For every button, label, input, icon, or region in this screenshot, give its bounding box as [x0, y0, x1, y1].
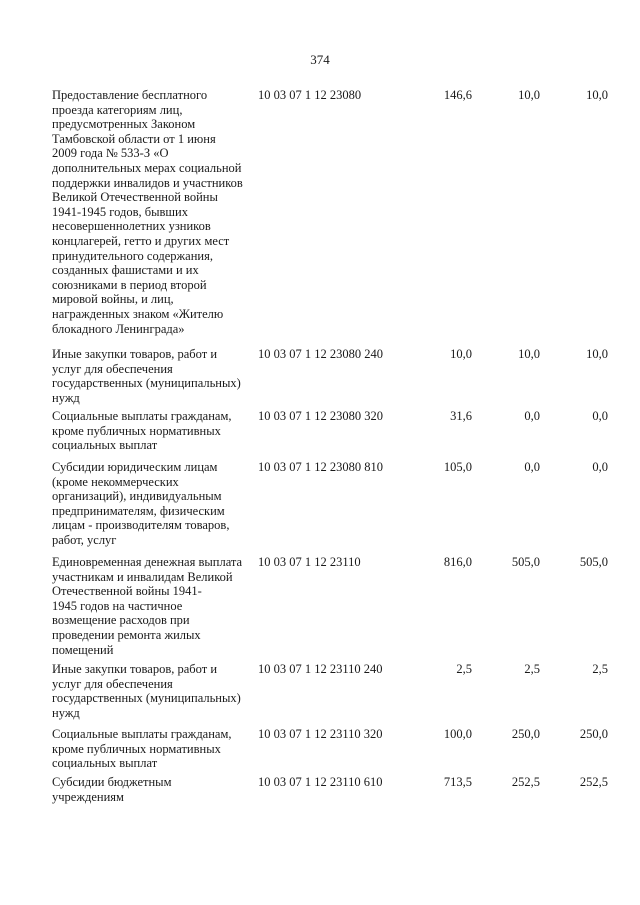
row-value-1: 2,5	[456, 662, 472, 676]
row-value-2: 2,5	[524, 662, 540, 676]
row-value-3: 10,0	[586, 88, 608, 102]
row-value-1: 816,0	[443, 555, 472, 569]
row-description: Субсидии юридическим лицам (кроме некоммерческих организаций), индивидуальным предпринимателям, физическим лицам - производителям товаров, работ, услуг	[52, 460, 230, 547]
row-description: Социальные выплаты гражданам, кроме публичных нормативных социальных выплат	[52, 727, 232, 771]
row-code: 10 03 07 1 12 23110 610	[258, 775, 383, 789]
row-value-2: 250,0	[511, 727, 540, 741]
row-description: Социальные выплаты гражданам, кроме публичных нормативных социальных выплат	[52, 409, 232, 453]
row-description: Субсидии бюджетным учреждениям	[52, 775, 172, 804]
page-number: 374	[310, 52, 330, 67]
row-value-3: 0,0	[592, 460, 608, 474]
row-value-1: 146,6	[443, 88, 472, 102]
row-description: Предоставление бесплатного проезда категориям лиц, предусмотренных Законом Тамбовской области от 1 июня 2009 года № 533-З «О дополнительных мерах социальной поддержки инвалидов и участников Великой Отечественной войны 1941-1945 годов, бывших несовершеннолетних узников концлагерей, гетто и других мест принудительного содержания, созданных фашистами и их союзниками в период второй мировой войны, и лиц, награжденных знаком «Жителю блокадного Ленинграда»	[52, 88, 243, 336]
row-value-1: 105,0	[443, 460, 472, 474]
row-value-1: 713,5	[443, 775, 472, 789]
row-code: 10 03 07 1 12 23110 320	[258, 727, 383, 741]
row-description: Единовременная денежная выплата участникам и инвалидам Великой Отечественной войны 1941- 1945 годов на частичное возмещение расходов при проведении ремонта жилых помещений	[52, 555, 243, 657]
row-value-3: 2,5	[592, 662, 608, 676]
row-code: 10 03 07 1 12 23080 810	[258, 460, 383, 474]
row-description: Иные закупки товаров, работ и услуг для обеспечения государственных (муниципальных) нужд	[52, 662, 241, 720]
row-value-3: 10,0	[586, 347, 608, 361]
row-code: 10 03 07 1 12 23080 320	[258, 409, 383, 423]
row-value-3: 0,0	[592, 409, 608, 423]
row-code: 10 03 07 1 12 23110 240	[258, 662, 383, 676]
row-value-3: 505,0	[579, 555, 608, 569]
row-value-2: 10,0	[518, 88, 540, 102]
row-code: 10 03 07 1 12 23080	[258, 88, 362, 102]
row-value-3: 250,0	[579, 727, 608, 741]
row-code: 10 03 07 1 12 23080 240	[258, 347, 383, 361]
row-code: 10 03 07 1 12 23110	[258, 555, 361, 569]
row-value-2: 252,5	[511, 775, 540, 789]
row-value-3: 252,5	[579, 775, 608, 789]
row-value-1: 100,0	[443, 727, 472, 741]
row-value-2: 505,0	[511, 555, 540, 569]
row-value-2: 0,0	[524, 460, 540, 474]
row-value-1: 31,6	[450, 409, 472, 423]
row-value-2: 0,0	[524, 409, 540, 423]
row-description: Иные закупки товаров, работ и услуг для обеспечения государственных (муниципальных) нужд	[52, 347, 241, 405]
row-value-2: 10,0	[518, 347, 540, 361]
row-value-1: 10,0	[450, 347, 472, 361]
